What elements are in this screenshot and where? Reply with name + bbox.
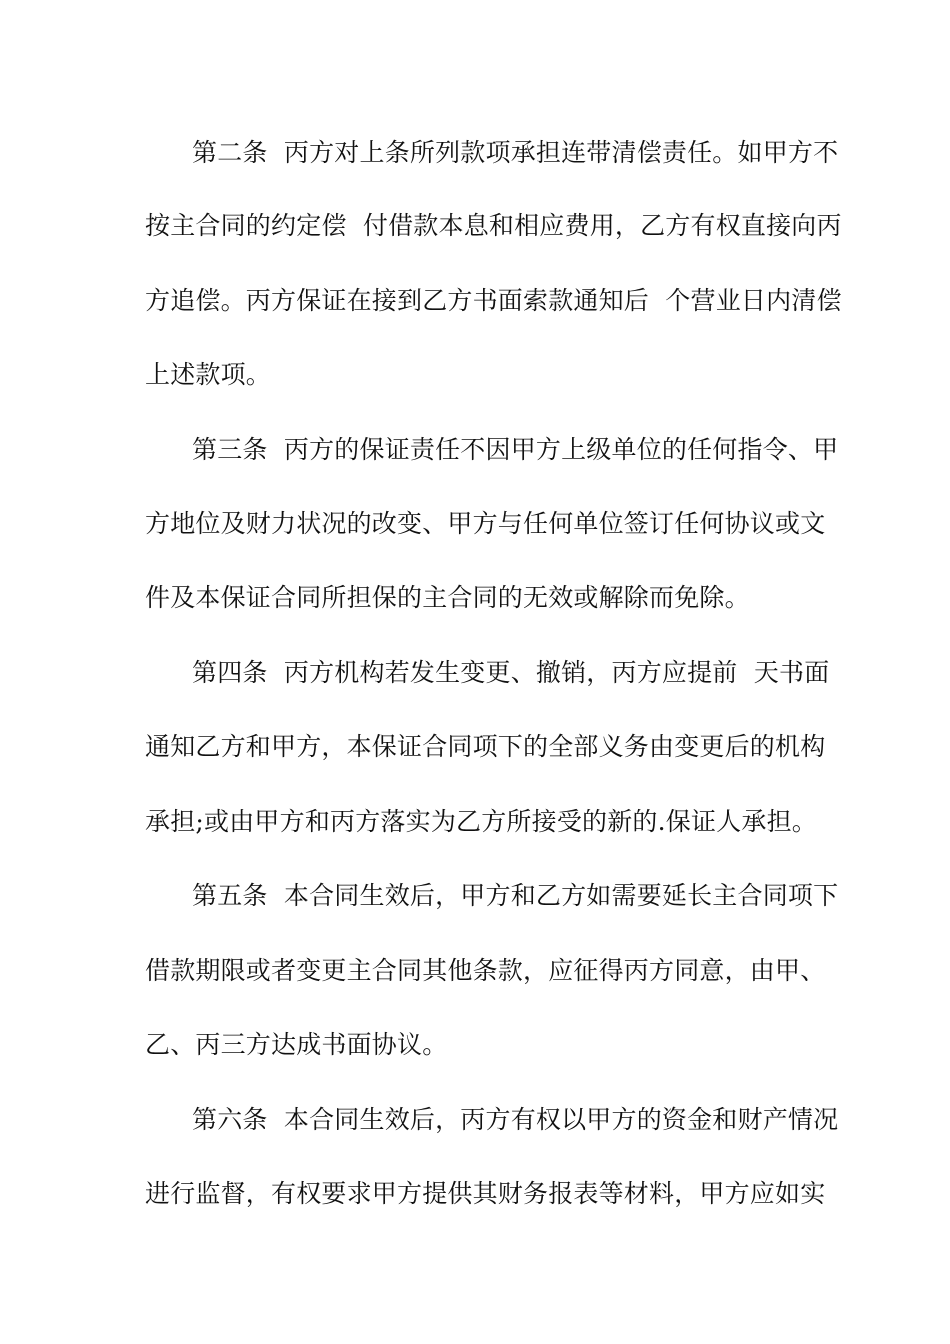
article-2-line-2: 按主合同的约定偿 付借款本息和相应费用，乙方有权直接向丙 — [145, 211, 842, 240]
article-5-line-2: 借款期限或者变更主合同其他条款，应征得丙方同意，由甲、 — [145, 956, 826, 985]
article-2-line-3: 方追偿。丙方保证在接到乙方书面索款通知后 个营业日内清偿 — [145, 286, 842, 315]
article-3-line-3: 件及本保证合同所担保的主合同的无效或解除而免除。 — [145, 583, 750, 612]
article-6-line-2: 进行监督，有权要求甲方提供其财务报表等材料，甲方应如实 — [145, 1179, 826, 1208]
article-6-line-1: 第六条 本合同生效后，丙方有权以甲方的资金和财产情况 — [192, 1105, 839, 1134]
article-3-line-1: 第三条 丙方的保证责任不因甲方上级单位的任何指令、甲 — [192, 435, 839, 464]
article-4-line-1: 第四条 丙方机构若发生变更、撤销，丙方应提前 天书面 — [192, 658, 830, 687]
article-4-line-2: 通知乙方和甲方，本保证合同项下的全部义务由变更后的机构 — [145, 732, 826, 761]
article-5-line-1: 第五条 本合同生效后，甲方和乙方如需要延长主合同项下 — [192, 881, 839, 910]
article-2-line-4: 上述款项。 — [145, 360, 272, 389]
article-5-line-3: 乙、丙三方达成书面协议。 — [145, 1030, 448, 1059]
article-2-line-1: 第二条 丙方对上条所列款项承担连带清偿责任。如甲方不 — [192, 138, 839, 167]
article-4-line-3: 承担;或由甲方和丙方落实为乙方所接受的新的.保证人承担。 — [145, 807, 817, 836]
article-3-line-2: 方地位及财力状况的改变、甲方与任何单位签订任何协议或文 — [145, 509, 826, 538]
